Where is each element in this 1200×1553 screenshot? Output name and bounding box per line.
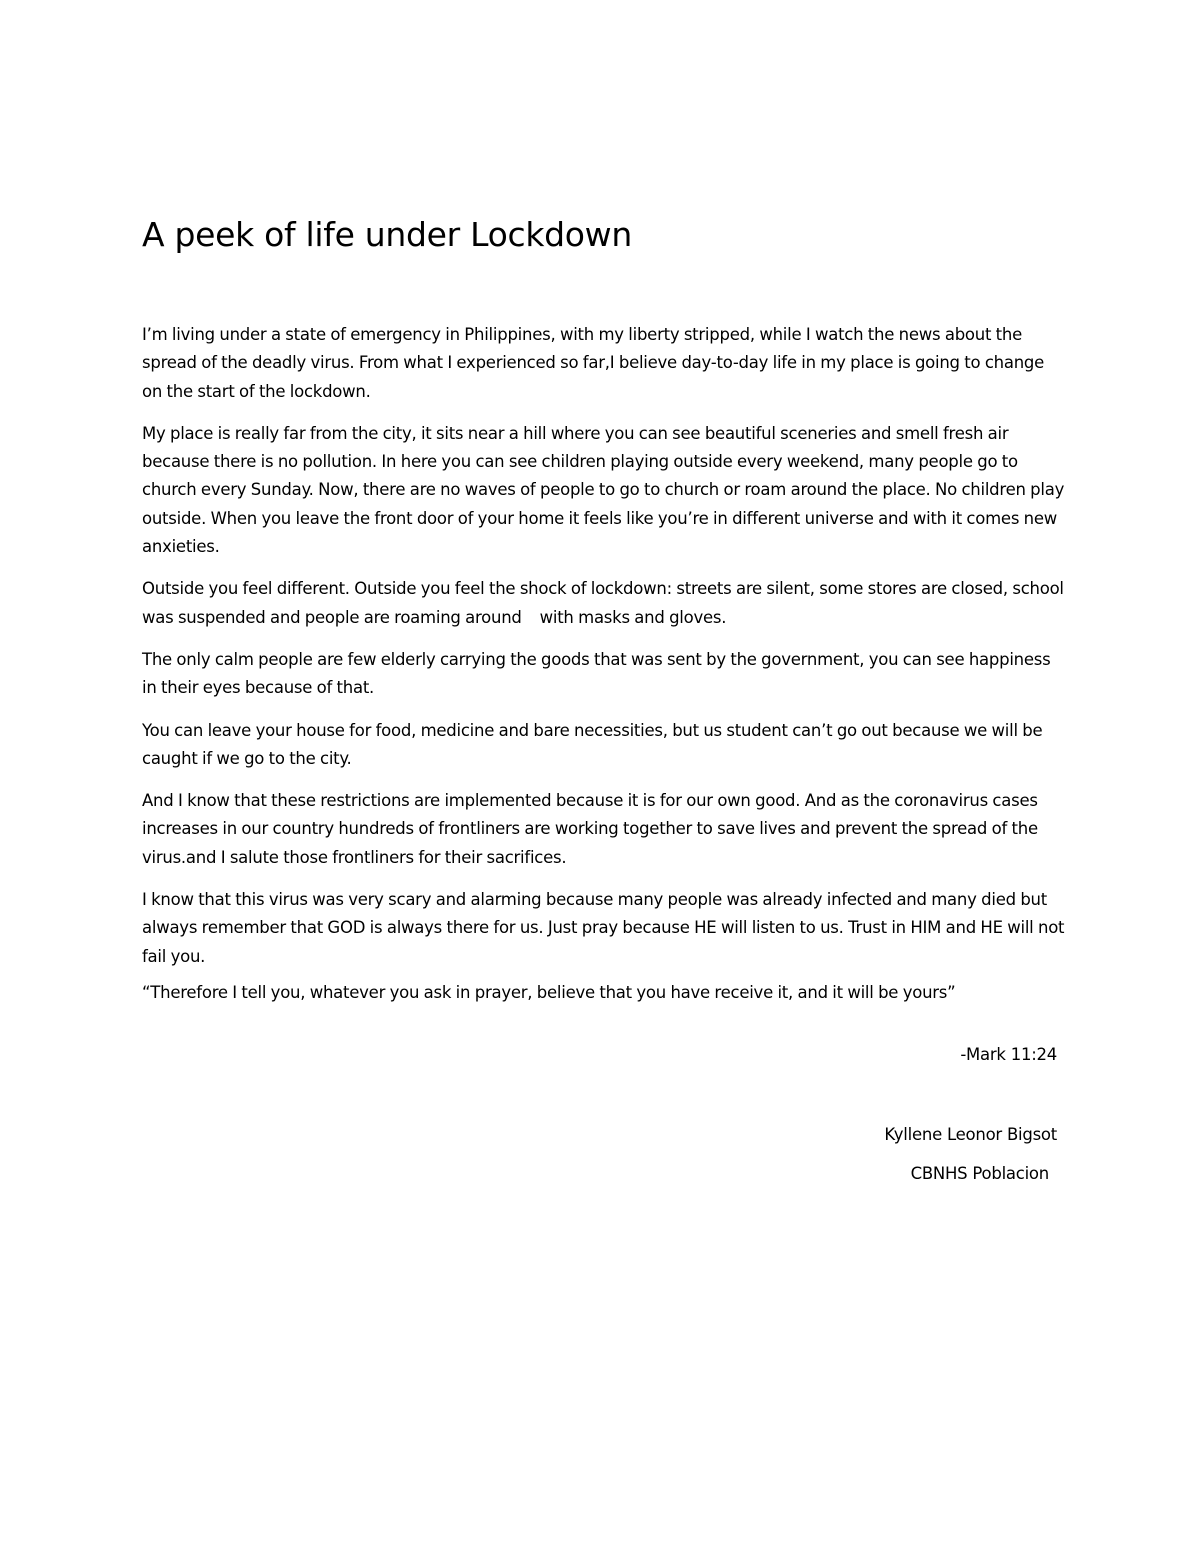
quote-citation: -Mark 11:24 [960,1045,1057,1064]
document-body [142,321,1067,1007]
paragraph-5: You can leave your house for food, medicine and bare necessities, but us student can’t go out because we will be caught if we go to the city. [142,720,1043,768]
paragraph-4: The only calm people are few elderly carrying the goods that was sent by the government, you can see happiness in their eyes because of that. [142,649,1051,698]
document-title: A peek of life under Lockdown [142,215,632,254]
paragraph-1: I’m living under a state of emergency in Philippines, with my liberty stripped, while I watch the news about the spread of the deadly virus. From what I experienced so far,I believe day-to-day life in my place is going to change on the start of the lockdown. [142,325,1045,401]
paragraph-2: My place is really far from the city, it sits near a hill where you can see beautiful sceneries and smell fresh air because there is no pollution. In here you can see children playing outside every weekend, many people go to church every Sunday. Now, there are no waves of people to go to church or roam around the place. No children play outside. When you leave the front door of your home it feels like you’re in different universe and with it comes new anxieties. [142,423,1065,557]
author-name: Kyllene Leonor Bigsot [884,1125,1057,1144]
paragraph-7: I know that this virus was very scary and alarming because many people was already infected and many died but always remember that GOD is always there for us. Just pray because HE will listen to us. Trust in HIM and HE will not fail you. [142,890,1065,966]
paragraph-6: And I know that these restrictions are implemented because it is for our own good. And as the coronavirus cases increases in our country hundreds of frontliners are working together to save lives and prevent the spread of the virus.and I salute those frontliners for their sacrifices. [142,791,1038,867]
paragraph-3: Outside you feel different. Outside you feel the shock of lockdown: streets are silent, some stores are closed, school was suspended and people are roaming around with masks and gloves. [142,579,1069,627]
bible-quote: “Therefore I tell you, whatever you ask in prayer, believe that you have receive it, and it will be yours” [142,982,956,1002]
school-name: CBNHS Poblacion [910,1164,1049,1183]
